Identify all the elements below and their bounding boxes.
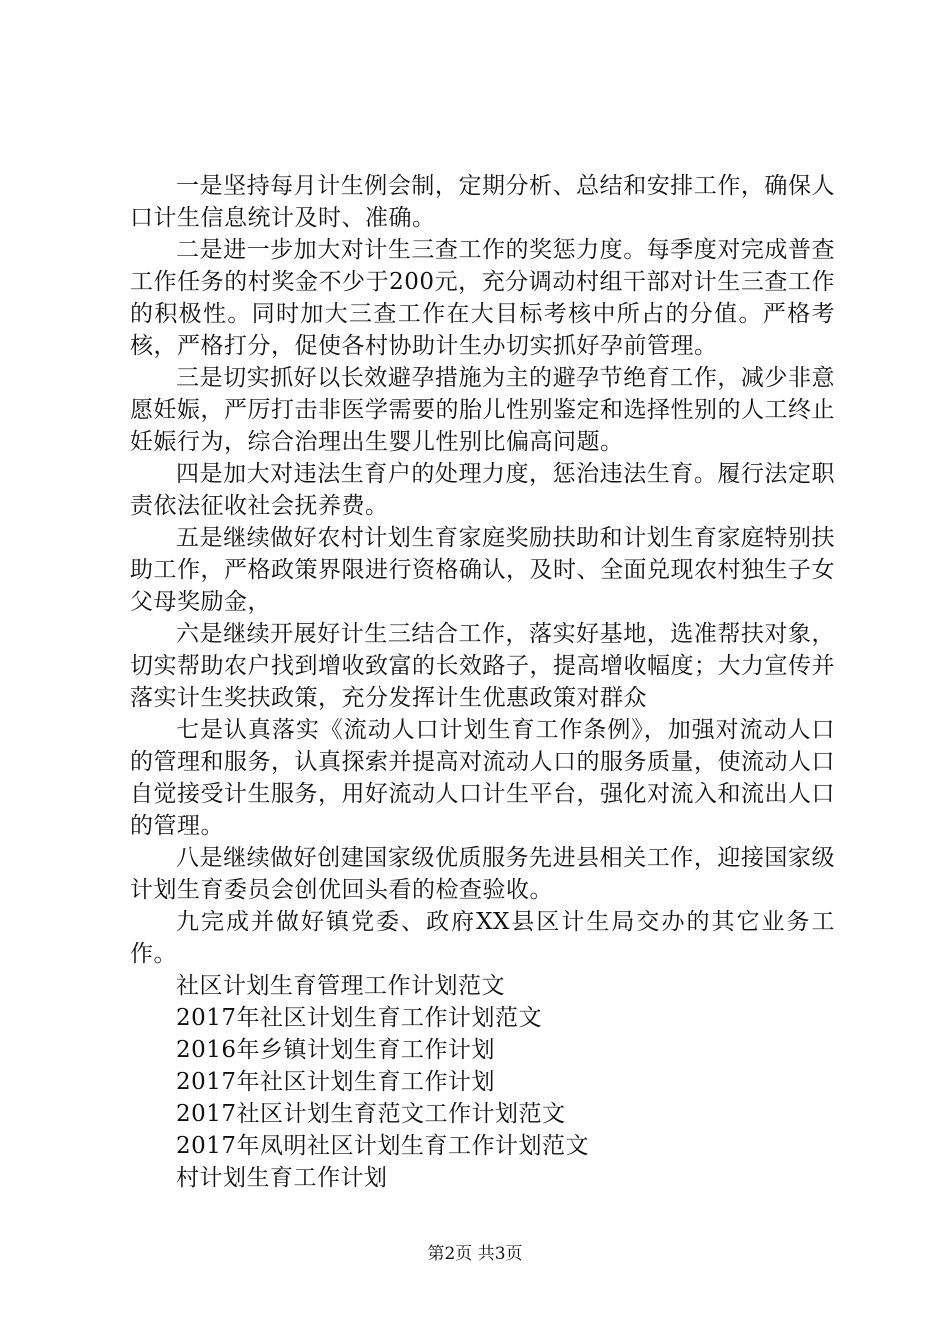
- list-item: 村计划生育工作计划: [176, 1165, 388, 1191]
- related-titles-list: [130, 970, 835, 1194]
- paragraph-1: 一是坚持每月计生例会制，定期分析、总结和安排工作，确保人口计生信息统计及时、准确。: [130, 173, 835, 231]
- paragraph-7: 七是认真落实《流动人口计划生育工作条例》，加强对流动人口的管理和服务，认真探索并提高对流动人口的服务质量，使流动人口自觉接受计生服务，用好流动人口计生平台，强化对流入和流出人口的管理。: [130, 717, 835, 839]
- paragraph-6: 六是继续开展好计生三结合工作，落实好基地，选准帮扶对象，切实帮助农户找到增收致富的长效路子，提高增收幅度；大力宣传并落实计生奖扶政策，充分发挥计生优惠政策对群众: [130, 621, 835, 711]
- paragraph-5: 五是继续做好农村计划生育家庭奖励扶助和计划生育家庭特别扶助工作，严格政策界限进行资格确认，及时、全面兑现农村独生子女父母奖励金，: [130, 525, 835, 615]
- document-body: [130, 170, 835, 1194]
- paragraph-2: 二是进一步加大对计生三查工作的奖惩力度。每季度对完成普查工作任务的村奖金不少于200元，充分调动村组干部对计生三查工作的积极性。同时加大三查工作在大目标考核中所占的分值。严格考核，严格打分，促使各村协助计生办切实抓好孕前管理。: [130, 237, 835, 359]
- paragraph-3: 三是切实抓好以长效避孕措施为主的避孕节绝育工作，减少非意愿妊娠，严厉打击非医学需要的胎儿性别鉴定和选择性别的人工终止妊娠行为，综合治理出生婴儿性别比偏高问题。: [130, 365, 835, 455]
- list-item: 2016年乡镇计划生育工作计划: [176, 1037, 496, 1063]
- list-item: 2017年凤明社区计划生育工作计划范文: [176, 1133, 590, 1159]
- list-item: 社区计划生育管理工作计划范文: [176, 973, 505, 999]
- paragraph-9: 九完成并做好镇党委、政府XX县区计生局交办的其它业务工作。: [130, 909, 835, 967]
- page-footer: 第2页 共3页: [427, 1244, 523, 1264]
- list-item: 2017年社区计划生育工作计划: [176, 1069, 496, 1095]
- paragraph-8: 八是继续做好创建国家级优质服务先进县相关工作，迎接国家级计划生育委员会创优回头看的检查验收。: [130, 845, 835, 903]
- list-item: 2017年社区计划生育工作计划范文: [176, 1005, 543, 1031]
- paragraph-4: 四是加大对违法生育户的处理力度，惩治违法生育。履行法定职责依法征收社会抚养费。: [130, 461, 835, 519]
- list-item: 2017社区计划生育范文工作计划范文: [176, 1101, 566, 1127]
